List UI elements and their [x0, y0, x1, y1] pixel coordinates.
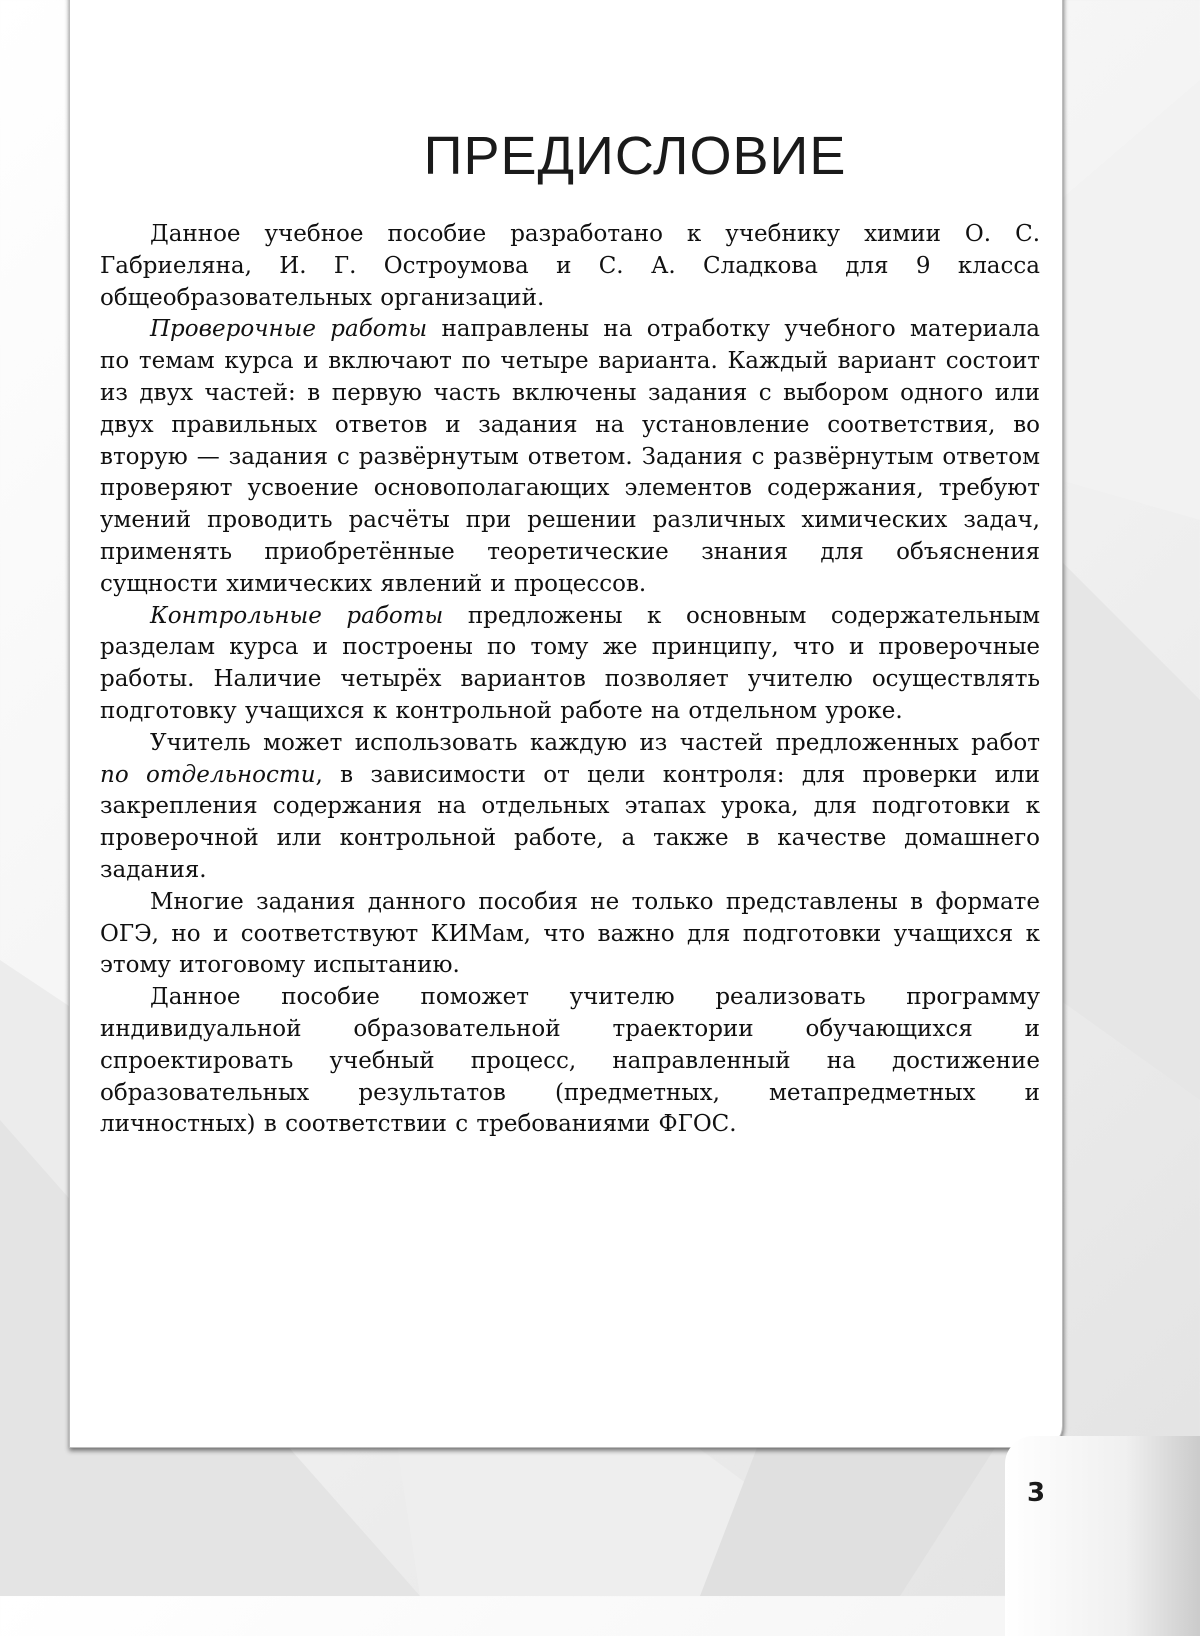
- paragraph-fgos: [100, 982, 1040, 1141]
- paragraph-text: Данное учебное пособие разработано к учебнику химии О. С. Габриеляна, И. Г. Остроумова и С. А. Сладкова для 9 класса общеобразовательных организаций.: [100, 221, 1040, 311]
- body-text: [100, 219, 1040, 1141]
- paragraph-oge: [100, 887, 1040, 982]
- paragraph-text: Многие задания данного пособия не только представлены в формате ОГЭ, но и соответствуют КИМам, что важно для подготовки учащихся к этому итоговому испытанию.: [100, 888, 1040, 979]
- paragraph-text: Учитель может использовать каждую из частей предложенных работ: [150, 729, 1040, 756]
- paragraph-teacher-usage: [100, 728, 1040, 887]
- page-number: 3: [1027, 1478, 1046, 1508]
- paragraph-intro: [100, 219, 1040, 314]
- paragraph-check-works: [100, 314, 1040, 600]
- page-number-tab: [1005, 1436, 1200, 1636]
- paragraph-text: , в зависимости от цели контроля: для проверки или закрепления содержания на отдельных этапах урока, для подготовки к проверочной или контрольной работе, а также в качестве домашнего задания.: [100, 761, 1040, 883]
- paragraph-text: направлены на отработку учебного материала по темам курса и включают по четыре варианта. Каждый вариант состоит из двух частей: в первую часть включены задания с выбором одного или двух правильных ответов и задания на установление соответствия, во вторую — задания с развёрнутым ответом. Задания с развёрнутым ответом проверяют усвоение основополагающих элементов содержания, требуют умений проводить расчёты при решении различных химических задач, применять приобретённые теоретические знания для объяснения сущности химических явлений и процессов.: [100, 316, 1041, 597]
- paragraph-text: Данное пособие поможет учителю реализовать программу индивидуальной образовательной траектории обучающихся и спроектировать учебный процесс, направленный на достижение образовательных результатов (предметных, метапредметных и личностных) в соответствии с требованиями ФГОС.: [100, 984, 1040, 1138]
- paragraph-control-works: [100, 601, 1040, 728]
- italic-term: Контрольные работы: [150, 602, 444, 629]
- italic-term: Проверочные работы: [150, 316, 428, 343]
- paragraph-text: предложены к основным содержательным разделам курса и построены по тому же принципу, что и проверочные работы. Наличие четырёх вариантов позволяет учителю осуществлять подготовку учащихся к контрольной работе на отдельном уроке.: [100, 602, 1041, 724]
- page-title: ПРЕДИСЛОВИЕ: [423, 126, 847, 186]
- italic-term: по отдельности: [100, 761, 316, 788]
